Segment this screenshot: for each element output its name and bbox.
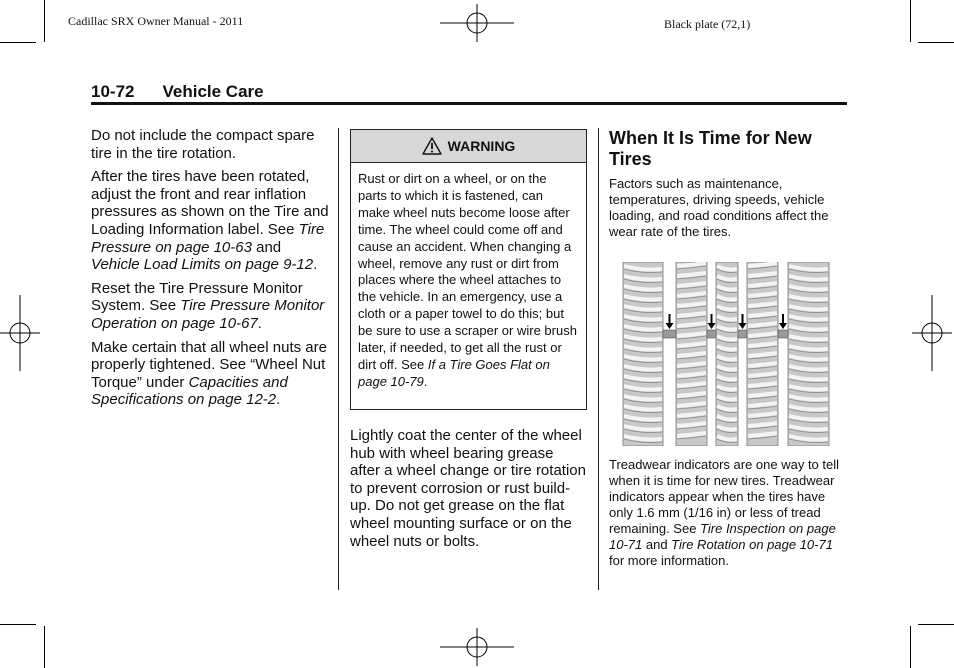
paragraph [91, 280, 331, 333]
crop-mark [44, 626, 45, 668]
warning-header [351, 130, 586, 163]
cross-reference-link[interactable]: Tire Rotation on page 10-71 [671, 537, 833, 552]
text: . [276, 391, 281, 409]
text: Reset the Tire Pressure Monitor System. See [91, 279, 303, 315]
wear-bar [707, 330, 716, 338]
cross-reference-link[interactable]: Tire Pressure on page 10-63 [91, 220, 325, 256]
column-left [91, 127, 331, 415]
text: and [251, 238, 282, 256]
manual-title: Cadillac SRX Owner Manual - 2011 [68, 14, 244, 28]
header-rule [91, 102, 847, 105]
column-divider [598, 128, 599, 590]
registration-mark-left [0, 295, 40, 371]
warning-title: WARNING [447, 138, 516, 154]
crop-mark [0, 624, 36, 625]
cross-reference-link[interactable]: If a Tire Goes Flat on page 10-79 [358, 356, 550, 389]
text: . [257, 314, 262, 332]
crop-mark [44, 0, 45, 42]
text: Make certain that all wheel nuts are properly tightened. See “Wheel Nut Torque” under [91, 338, 327, 391]
section-header [91, 82, 264, 102]
paragraph [91, 168, 331, 274]
intro-paragraph: Factors such as maintenance, temperatures, driving speeds, vehicle loading, and road conditions affect the wear rate of the tires. [609, 176, 829, 239]
text: . [313, 256, 318, 274]
text: Rust or dirt on a wheel, or on the parts to which it is fastened, can make wheel nuts become loose after time. The wheel could come off and cause an accident. When changing a wheel, remove any rust or dirt from places where the wheel attaches to the vehicle. In an emergency, use a cloth or a paper towel to do this; but be sure to use a scraper or wire brush later, if needed, to get all the rust or dirt off. See [358, 171, 577, 372]
registration-mark-right [912, 295, 952, 371]
wear-bar [778, 330, 788, 338]
cross-reference-link[interactable]: Tire Pressure Monitor Operation on page 10-67 [91, 297, 325, 332]
text: for more information. [609, 553, 729, 568]
paragraph [91, 339, 331, 409]
registration-mark-top [440, 4, 514, 42]
crop-mark [910, 626, 911, 668]
caption-paragraph [609, 457, 849, 569]
plate-label: Black plate (72,1) [664, 17, 751, 31]
cross-reference-link[interactable]: Vehicle Load Limits on page 9-12 [91, 256, 314, 274]
warning-text [351, 163, 586, 391]
crop-mark [910, 0, 911, 42]
wear-bar [738, 330, 747, 338]
wear-bar [663, 330, 676, 338]
section-heading: When It Is Time for New Tires [609, 128, 812, 169]
text: After the tires have been rotated, adjust the front and rear inflation pressures as shown on the Tire and Loading Information label. See [91, 168, 329, 238]
treadwear-indicator-illustration [621, 262, 831, 446]
warning-box [350, 129, 587, 410]
registration-mark-bottom [440, 628, 514, 666]
column-middle [350, 427, 586, 556]
cross-reference-link[interactable]: Capacities and Specifications on page 12-2 [91, 373, 288, 409]
column-divider [338, 128, 339, 590]
section-name: Vehicle Care [162, 82, 264, 101]
text: and [642, 537, 672, 552]
text: . [423, 373, 428, 389]
paragraph: Do not include the compact spare tire in the tire rotation. [91, 127, 315, 162]
page-number: 10-72 [91, 82, 135, 101]
crop-mark [918, 42, 954, 43]
cross-reference-link[interactable]: Tire Inspection on page 10-71 [609, 521, 836, 552]
text: Treadwear indicators are one way to tell when it is time for new tires. Treadwear indicators appear when the tires have only 1.6 mm (1/16 in) or less of tread remaining. See [609, 457, 840, 536]
warning-icon [422, 137, 442, 155]
crop-mark [0, 42, 36, 43]
paragraph: Lightly coat the center of the wheel hub with wheel bearing grease after a wheel change or tire rotation to prevent corrosion or rust build-up. Do not get grease on the flat wheel mounting surface or on the wheel nuts or bolts. [350, 427, 586, 550]
crop-mark [918, 624, 954, 625]
